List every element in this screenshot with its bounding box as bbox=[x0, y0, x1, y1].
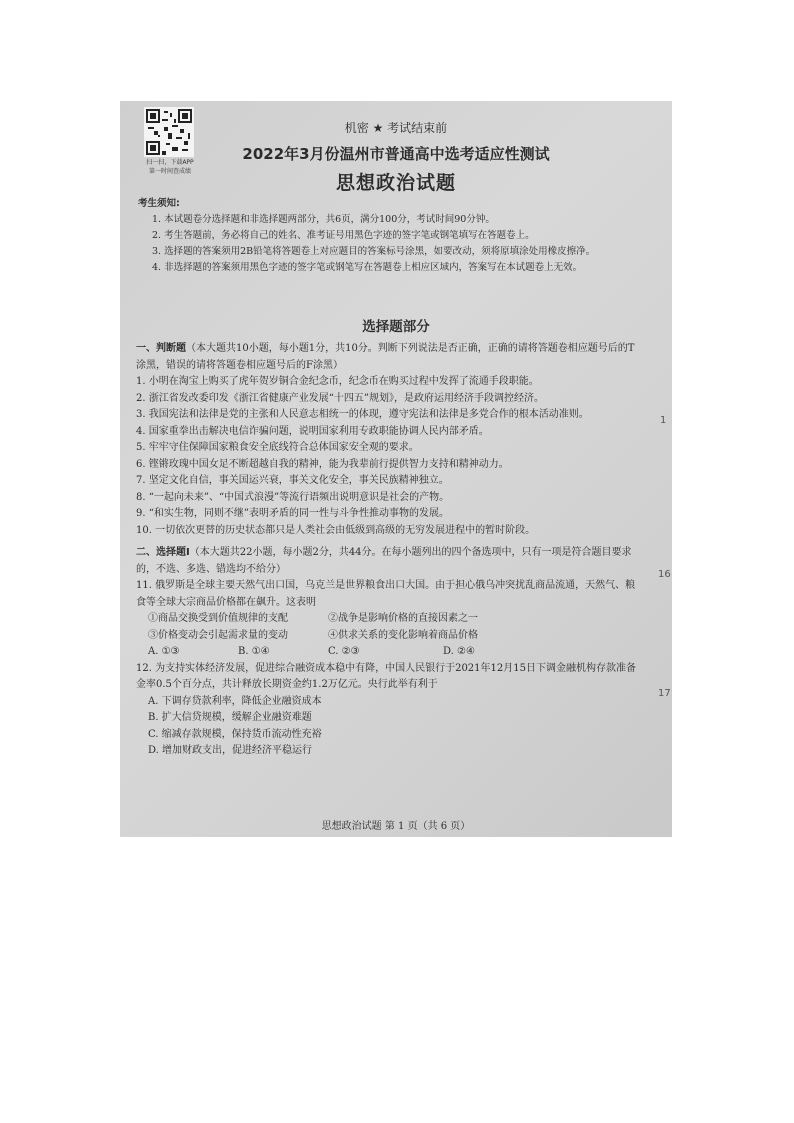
q11-option: C. ②③ bbox=[328, 646, 360, 657]
notes-heading: 考生须知: bbox=[138, 198, 180, 209]
q11-option: A. ①③ bbox=[148, 646, 180, 657]
judgement-item: 2. 浙江省发改委印发《浙江省健康产业发展“十四五”规划》，是政府运用经济手段调控经济。 bbox=[136, 392, 544, 404]
judgement-item: 1. 小明在淘宝上购买了虎年贺岁铜合金纪念币，纪念币在购买过程中发挥了流通手段职能。 bbox=[136, 376, 539, 387]
qr-caption-line1: 扫一扫，下载APP bbox=[146, 159, 194, 166]
judgement-item: 8. “一起向未来”、“中国式浪漫”等流行语频出说明意识是社会的产物。 bbox=[136, 491, 450, 503]
judgement-item: 5. 牢牢守住保障国家粮食安全底线符合总体国家安全观的要求。 bbox=[136, 442, 419, 453]
question-12-stem: 12. 为支持实体经济发展，促进综合融资成本稳中有降，中国人民银行于2021年12月15日下调金融机构存款准备金率0.5个百分点，共计释放长期资金约1.2万亿元。央行此举有利于 bbox=[136, 662, 636, 690]
q11-option: B. ①④ bbox=[238, 646, 270, 657]
part1-instruction: （本大题共10小题，每小题1分，共10分。判断下列说法是否正确，正确的请将答题卷相应题号后的T涂黑，错误的请将答题卷相应题号后的F涂黑） bbox=[136, 343, 635, 371]
q11-statement: ③价格变动会引起需求量的变动 bbox=[148, 629, 288, 641]
q11-statements-row2 bbox=[136, 628, 636, 645]
part2-heading: 二、选择题Ⅰ bbox=[136, 547, 190, 558]
note-item: 3. 选择题的答案须用2B铅笔将答题卷上对应题目的答案标号涂黑，如要改动，须将原填涂处用橡皮擦净。 bbox=[152, 246, 596, 257]
q11-statement: ④供求关系的变化影响着商品价格 bbox=[328, 629, 478, 641]
judgement-item: 10. 一切依次更替的历史状态都只是人类社会由低级到高级的无穷发展进程中的暂时阶段。 bbox=[136, 524, 536, 536]
q11-statement: ①商品交换受到价值规律的支配 bbox=[148, 613, 288, 624]
part1-heading: 一、判断题 bbox=[136, 343, 186, 354]
judgement-item: 6. 铿锵玫瑰中国女足不断超越自我的精神，能为我辈前行提供智力支持和精神动力。 bbox=[136, 458, 509, 470]
q12-option: B. 扩大信贷规模，缓解企业融资难题 bbox=[148, 712, 312, 723]
question-11-stem: 11. 俄罗斯是全球主要天然气出口国，乌克兰是世界粮食出口大国。由于担心俄乌冲突扰乱商品流通，天然气、粮食等全球大宗商品价格都在飙升。这表明 bbox=[136, 580, 636, 608]
questions-body bbox=[136, 341, 636, 760]
section-title: 选择题部分 bbox=[362, 319, 430, 335]
q11-option: D. ②④ bbox=[443, 646, 475, 657]
q11-options bbox=[136, 644, 636, 661]
judgement-item: 7. 坚定文化自信，事关国运兴衰，事关文化安全，事关民族精神独立。 bbox=[136, 475, 449, 486]
qr-caption-line2: 第一时间查成绩 bbox=[148, 168, 191, 175]
q12-option: D. 增加财政支出，促进经济平稳运行 bbox=[148, 745, 313, 756]
exam-title: 2022年3月份温州市普通高中选考适应性测试 bbox=[242, 145, 550, 163]
judgement-item: 4. 国家重拳出击解决电信诈骗问题，说明国家利用专政职能协调人民内部矛盾。 bbox=[136, 425, 489, 437]
judgement-item: 9. “和实生物，同则不继”表明矛盾的同一性与斗争性推动事物的发展。 bbox=[136, 508, 449, 519]
candidate-notes bbox=[138, 196, 634, 276]
edge-mark: 1 bbox=[660, 415, 667, 426]
q11-statements-row1 bbox=[136, 611, 636, 628]
confidential-label: 机密 ★ 考试结束前 bbox=[344, 121, 448, 135]
note-item: 4. 非选择题的答案须用黑色字迹的签字笔或钢笔写在答题卷上相应区域内，答案写在本试题卷上无效。 bbox=[152, 262, 583, 273]
q12-option: C. 缩减存款规模，保持货币流动性充裕 bbox=[148, 728, 322, 740]
exam-page-photo bbox=[120, 101, 672, 837]
part2-instruction: （本大题共22小题，每小题2分，共44分。在每小题列出的四个备选项中，只有一项是符合题目要求的，不选、多选、错选均不给分） bbox=[136, 547, 632, 575]
q11-statement: ②战争是影响价格的直接因素之一 bbox=[328, 613, 478, 624]
q12-option: A. 下调存贷款利率，降低企业融资成本 bbox=[148, 695, 322, 707]
note-item: 2. 考生答题前，务必将自己的姓名、准考证号用黑色字迹的签字笔或钢笔填写在答题卷上。 bbox=[152, 230, 535, 241]
judgement-item: 3. 我国宪法和法律是党的主张和人民意志相统一的体现，遵守宪法和法律是多党合作的根本活动准则。 bbox=[136, 409, 589, 420]
edge-mark: 16 bbox=[658, 569, 671, 580]
page-footer: 思想政治试题 第 1 页（共 6 页） bbox=[321, 821, 471, 832]
note-item: 1. 本试题卷分选择题和非选择题两部分，共6页，满分100分，考试时间90分钟。 bbox=[152, 214, 495, 225]
subject-title: 思想政治试题 bbox=[335, 172, 456, 194]
edge-mark: 17 bbox=[658, 688, 671, 699]
